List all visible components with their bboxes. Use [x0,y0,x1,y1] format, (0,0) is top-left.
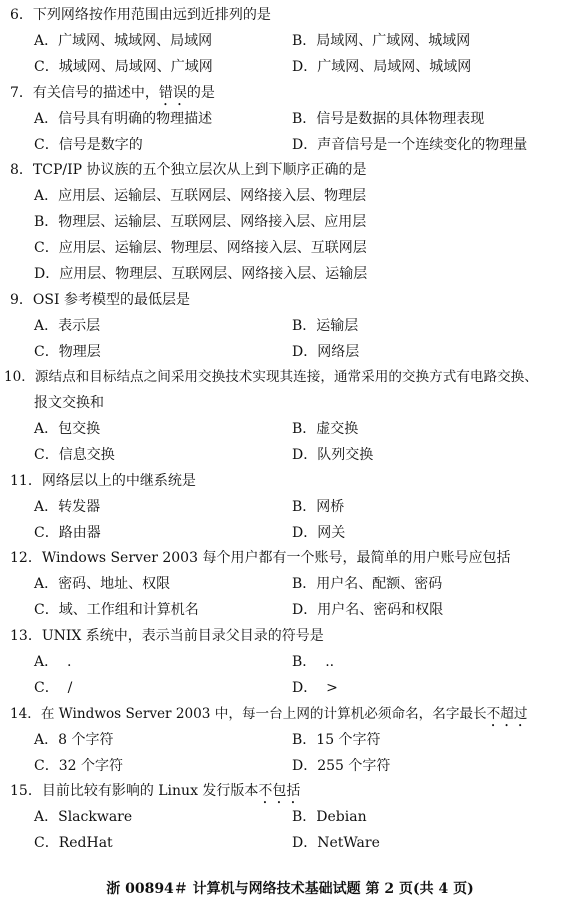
question-11-option-a: A．转发器 [34,499,101,515]
question-12-stem: 12．Windows Server 2003 每个用户都有一个账号，最简单的用户账号应包括 [10,550,511,566]
question-14-option-a: A．8 个字符 [34,732,114,748]
question-13-option-a: A． . [34,654,72,670]
question-10-option-b: B．虚交换 [292,421,359,437]
question-6-option-a: A．广域网、城域网、局域网 [34,33,213,49]
question-9-option-c: C．物理层 [34,344,101,360]
question-7-option-a: A．信号具有明确的物理描述 [34,111,213,127]
question-7-option-d: D．声音信号是一个连续变化的物理量 [292,137,528,153]
question-10-stem-line-2: 报文交换和 [34,395,104,411]
question-15-option-c: C．RedHat [34,835,113,851]
question-9-stem: 9．OSI 参考模型的最低层是 [10,292,190,308]
question-13-option-c: C． / [34,680,73,696]
question-8-option-c: C．应用层、运输层、物理层、网络接入层、互联网层 [34,240,367,256]
question-11-option-c: C．路由器 [34,525,101,541]
question-14-option-b: B．15 个字符 [292,732,381,748]
question-6-stem: 6．下列网络按作用范围由远到近排列的是 [10,7,271,23]
question-14-option-c: C．32 个字符 [34,758,123,774]
question-6-option-b: B．局域网、广域网、城域网 [292,33,471,49]
question-10-option-c: C．信息交换 [34,447,115,463]
question-8-stem: 8．TCP/IP 协议族的五个独立层次从上到下顺序正确的是 [10,162,367,178]
question-7-option-c: C．信号是数字的 [34,137,143,153]
question-6-option-c: C．城域网、局域网、广域网 [34,59,213,75]
question-7-option-b: B．信号是数据的具体物理表现 [292,111,485,127]
question-8-option-a: A．应用层、运输层、互联网层、网络接入层、物理层 [34,188,367,204]
question-9-option-a: A．表示层 [34,318,101,334]
question-15-option-d: D．NetWare [292,835,380,851]
question-12-option-b: B．用户名、配额、密码 [292,576,443,592]
question-9-option-b: B．运输层 [292,318,359,334]
question-12-option-c: C．域、工作组和计算机名 [34,602,199,618]
question-14-stem-emphasis: 不超过 [486,706,528,722]
question-13-option-b: B． .. [292,654,335,670]
question-9-option-d: D．网络层 [292,344,360,360]
question-13-stem: 13．UNIX 系统中，表示当前目录父目录的符号是 [10,628,324,644]
question-15-option-b: B．Debian [292,809,367,825]
question-7-stem-emphasis: 错误 [158,85,187,101]
question-10-stem-line-1: 10．源结点和目标结点之间采用交换技术实现其连接，通常采用的交换方式有电路交换、 [4,369,538,385]
question-10-option-d: D．队列交换 [292,447,374,463]
question-7-stem [10,84,215,109]
question-8-option-d: D．应用层、物理层、互联网层、网络接入层、运输层 [34,266,368,282]
question-14-option-d: D．255 个字符 [292,758,391,774]
question-6-option-d: D．广域网、局域网、城域网 [292,59,472,75]
question-15-stem-emphasis: 不包括 [258,783,301,799]
question-15-stem-pre: 15．目前比较有影响的 Linux 发行版本 [10,783,259,799]
question-12-option-a: A．密码、地址、权限 [34,576,171,592]
question-8-option-b: B．物理层、运输层、互联网层、网络接入层、应用层 [34,214,367,230]
page-footer: 浙 00894＃ 计算机与网络技术基础试题 第 2 页(共 4 页) [106,881,474,897]
question-15-stem [10,782,300,807]
question-10-option-a: A．包交换 [34,421,101,437]
question-12-option-d: D．用户名、密码和权限 [292,602,444,618]
question-11-stem: 11．网络层以上的中继系统是 [10,473,196,489]
question-7-stem-pre: 7．有关信号的描述中， [10,85,159,101]
question-15-option-a: A．Slackware [34,809,133,825]
question-7-stem-post: 的是 [186,85,215,101]
question-14-stem [10,705,527,730]
question-11-option-b: B．网桥 [292,499,345,515]
question-13-option-d: D． > [292,680,338,696]
question-14-stem-pre: 14．在 Windwos Server 2003 中，每一台上网的计算机必须命名，名字最长 [10,706,487,722]
question-11-option-d: D．网关 [292,525,346,541]
